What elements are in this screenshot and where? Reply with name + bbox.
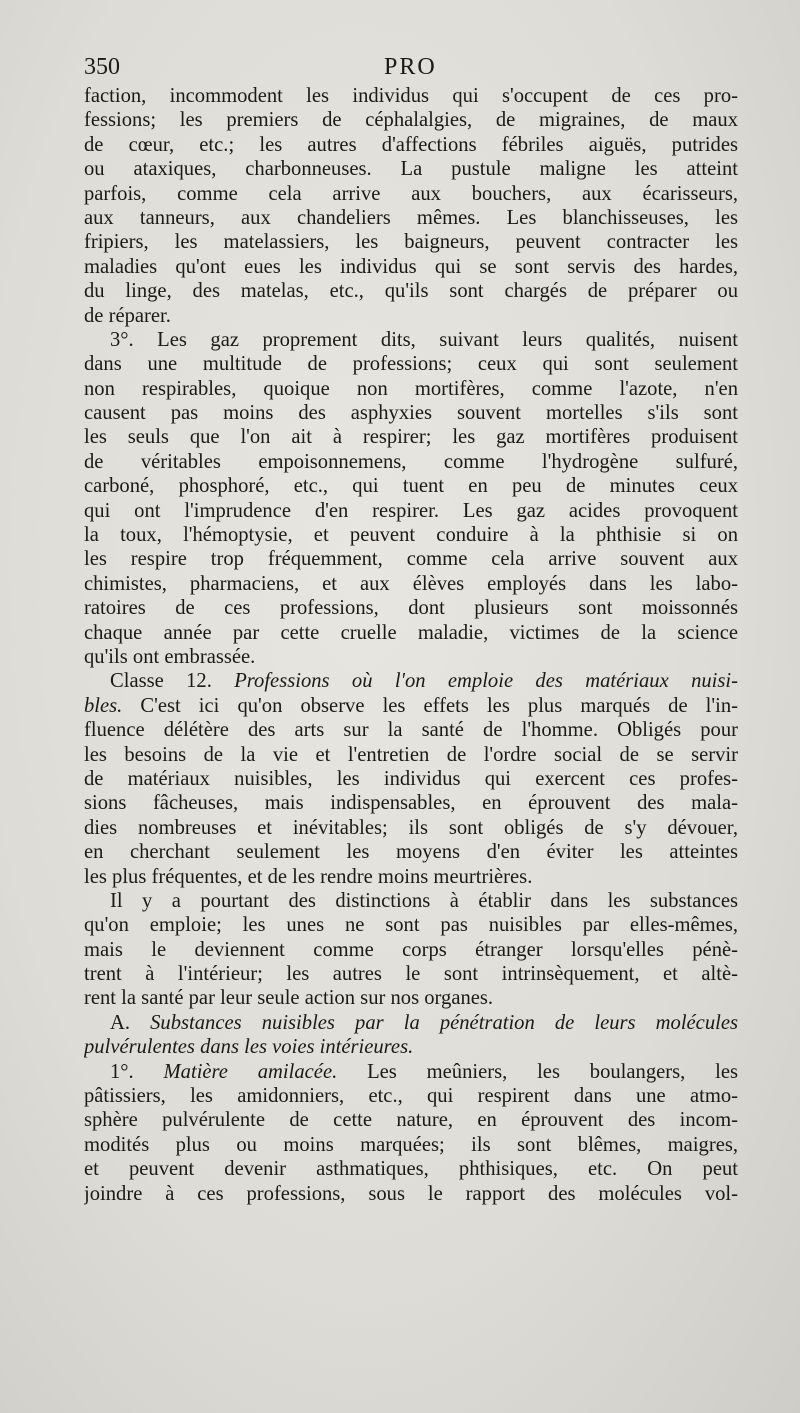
text-line [84,255,738,279]
italic-text: bles. [84,694,123,717]
text-line [84,669,738,693]
line-text: de matériaux nuisibles, les individus qui exercent ces profes- [84,767,738,790]
line-text: 1°. [110,1060,134,1083]
text-line [84,279,738,303]
line-text: ratoires de ces professions, dont plusieurs sont moissonnés [84,597,738,620]
line-text: sions fâcheuses, mais indispensables, en éprouvent des mala- [84,792,738,815]
text-line [84,913,738,937]
line-text: aux tanneurs, aux chandeliers mêmes. Les blanchisseuses, les [84,206,738,229]
line-text: fessions; les premiers de céphalalgies, de migraines, de maux [84,109,738,132]
line-text: les besoins de la vie et l'entretien de l'ordre social de se servir [84,743,738,766]
line-text: joindre à ces professions, sous le rapport des molécules vol- [84,1182,738,1205]
line-text: et peuvent devenir asthmatiques, phthisiques, etc. On peut [84,1158,738,1181]
line-text: fripiers, les matelassiers, les baigneurs, peuvent contracter les [84,231,738,254]
line-text: en cherchant seulement les moyens d'en éviter les atteintes [84,841,738,864]
line-text: C'est ici qu'on observe les effets les plus marqués de l'in- [140,694,738,717]
text-line [84,743,738,767]
text-line [84,1182,738,1206]
line-text: faction, incommodent les individus qui s'occupent de ces pro- [84,85,738,107]
text-line [84,450,738,474]
text-line [84,791,738,815]
line-text: chaque année par cette cruelle maladie, victimes de la science [84,621,738,644]
line-text: rent la santé par leur seule action sur nos organes. [84,987,494,1010]
text-line [84,230,738,254]
line-text: les seuls que l'on ait à respirer; les gaz mortifères produisent [84,426,738,449]
line-text: les plus fréquentes, et de les rendre moins meurtrières. [84,865,533,888]
text-line [84,108,738,132]
text-line [84,547,738,571]
line-text: qu'on emploie; les unes ne sont pas nuisibles par elles-mêmes, [84,914,738,937]
line-text: dies nombreuses et inévitables; ils sont obligés de s'y dévouer, [84,816,738,839]
text-line [84,1157,738,1181]
text-line [84,474,738,498]
line-text: qu'ils ont embrassée. [84,645,256,668]
text-line [84,401,738,425]
text-line [84,304,738,328]
line-text: fluence délétère des arts sur la santé de l'homme. Obligés pour [84,719,738,742]
line-text: de cœur, etc.; les autres d'affections fébriles aiguës, putrides [84,133,738,156]
text-line [84,816,738,840]
text-line [84,523,738,547]
line-text: la toux, l'hémoptysie, et peuvent conduire à la phthisie si on [84,524,738,547]
line-text: modités plus ou moins marquées; ils sont blêmes, maigres, [84,1133,738,1156]
text-line [84,840,738,864]
text-line [84,1035,738,1059]
text-line [84,694,738,718]
line-text: pâtissiers, les amidonniers, etc., qui respirent dans une atmo- [84,1085,738,1108]
text-line [84,986,738,1010]
text-line [84,182,738,206]
text-line [84,1011,738,1035]
italic-text: Substances nuisibles par la pénétration de leurs molécules [150,1011,738,1034]
text-line [84,157,738,181]
body-text [84,84,738,1206]
line-text: de véritables empoisonnemens, comme l'hydrogène sulfuré, [84,450,738,473]
line-text: dans une multitude de professions; ceux qui sont seulement [84,353,738,376]
text-line [84,377,738,401]
text-line [84,133,738,157]
text-line [84,767,738,791]
text-line [84,596,738,620]
line-text: les respire trop fréquemment, comme cela arrive souvent aux [84,548,738,571]
text-line [84,938,738,962]
line-text: qui ont l'imprudence d'en respirer. Les gaz acides provoquent [84,499,738,522]
text-line [84,206,738,230]
text-line [84,962,738,986]
line-text: 3°. Les gaz proprement dits, suivant leurs qualités, nuisent [110,328,738,351]
line-text: sphère pulvérulente de cette nature, en éprouvent des incom- [84,1109,738,1132]
line-text: mais le deviennent comme corps étranger lorsqu'elles pénè- [84,938,738,961]
line-text: Classe 12. [110,670,212,693]
line-text: non respirables, quoique non mortifères, comme l'azote, n'en [84,377,738,400]
line-text: A. [110,1011,131,1034]
line-text: trent à l'intérieur; les autres le sont intrinsèquement, et altè- [84,963,738,986]
page-number: 350 [84,54,120,80]
text-line [84,889,738,913]
text-line [84,328,738,352]
text-line [84,1133,738,1157]
line-text: carboné, phosphoré, etc., qui tuent en peu de minutes ceux [84,475,738,498]
text-line [84,621,738,645]
running-headword: PRO [384,54,437,80]
text-line [84,645,738,669]
text-line [84,499,738,523]
line-text: maladies qu'ont eues les individus qui se sont servis des hardes, [84,255,738,278]
line-text: Les meûniers, les boulangers, les [367,1060,738,1083]
line-text: ou ataxiques, charbonneuses. La pustule maligne les atteint [84,158,738,181]
italic-text: Professions où l'on emploie des matériaux nuisi- [234,670,738,693]
text-line [84,1060,738,1084]
line-text: chimistes, pharmaciens, et aux élèves employés dans les labo- [84,572,738,595]
text-line [84,718,738,742]
line-text: de réparer. [84,304,171,327]
text-line [84,1084,738,1108]
line-text: du linge, des matelas, etc., qu'ils sont chargés de préparer ou [84,280,738,303]
running-head [84,48,760,88]
text-line [84,84,738,108]
line-text: parfois, comme cela arrive aux bouchers, aux écarisseurs, [84,182,738,205]
text-line [84,572,738,596]
text-line [84,1108,738,1132]
italic-text: Matière amilacée. [163,1060,338,1083]
text-line [84,352,738,376]
text-line [84,865,738,889]
line-text: Il y a pourtant des distinctions à établir dans les substances [110,889,738,912]
italic-text: pulvérulentes dans les voies intérieures. [84,1036,414,1059]
line-text: causent pas moins des asphyxies souvent mortelles s'ils sont [84,402,738,425]
text-line [84,425,738,449]
